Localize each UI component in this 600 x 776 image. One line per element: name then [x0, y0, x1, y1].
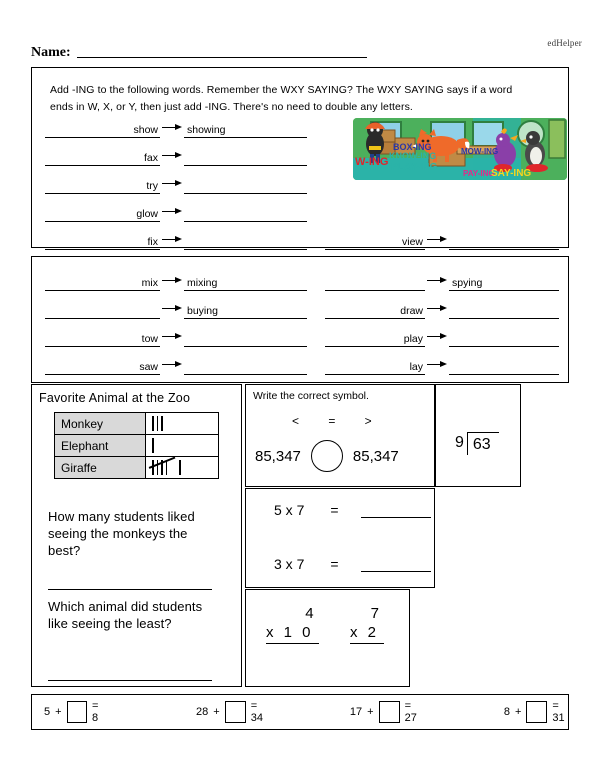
arrow-icon [160, 207, 184, 222]
multiplication-row [274, 502, 431, 518]
word-prompt[interactable]: tow [45, 332, 160, 347]
word-prompt[interactable]: try [45, 179, 160, 194]
word-prompt[interactable]: play [325, 332, 425, 347]
missing-addend-problem [44, 700, 104, 724]
zoo-tally-table [54, 412, 219, 479]
missing-addend-input[interactable] [379, 701, 400, 723]
zoo-question-2: Which animal did students like seeing the least? [48, 599, 203, 631]
section1-box [31, 67, 569, 248]
zoo-table-title: Favorite Animal at the Zoo [39, 391, 191, 405]
word-prompt[interactable]: fix [45, 235, 160, 250]
symbol-right-number: 85,347 [352, 447, 399, 465]
arrow-icon [160, 304, 184, 319]
vmult-operator: x [266, 624, 277, 641]
sum-value: = 8 [92, 700, 99, 724]
zoo-animal-name: Elephant [55, 435, 146, 457]
arrow-icon [160, 179, 184, 194]
word-prompt[interactable]: glow [45, 207, 160, 222]
vmult-bottom-number: 2 [367, 624, 380, 641]
word-prompt[interactable]: saw [45, 360, 160, 375]
name-label: Name: [31, 45, 71, 60]
sum-value: = 27 [404, 700, 417, 724]
arrow-icon [160, 235, 184, 250]
word-answer-line[interactable] [184, 207, 307, 222]
zoo-tally-cell [146, 435, 219, 457]
svg-text:MOW-ING: MOW-ING [461, 147, 499, 156]
equals-sign: = [330, 502, 339, 518]
svg-text:KNOW-ING: KNOW-ING [389, 151, 437, 161]
word-prompt[interactable] [45, 304, 160, 319]
vmult-bottom-row [266, 623, 319, 644]
word-row [325, 299, 559, 319]
zoo-animal-name: Monkey [55, 413, 146, 435]
table-row [55, 435, 219, 457]
illustration-svg [353, 118, 567, 180]
word-answer-line[interactable] [449, 304, 559, 319]
vmult-bottom-number: 1 0 [283, 624, 314, 641]
plus-sign: + [55, 706, 62, 718]
word-answer-line[interactable]: buying [184, 304, 307, 319]
missing-addend-problem [350, 700, 422, 724]
word-prompt[interactable]: view [325, 235, 425, 250]
word-answer-line[interactable] [184, 235, 307, 250]
tally-marks [152, 438, 157, 454]
symbol-comparison [255, 440, 399, 472]
word-answer-line[interactable] [184, 151, 307, 166]
word-answer-line[interactable] [449, 332, 559, 347]
vmult-top-number: 4 [305, 605, 314, 622]
word-row [45, 118, 307, 138]
addend-value: 17 [349, 706, 363, 718]
symbol-left-number: 85,347 [255, 447, 301, 465]
word-prompt[interactable]: draw [325, 304, 425, 319]
symbol-options: < = > [292, 414, 385, 428]
divisor: 9 [455, 434, 464, 451]
arrow-icon [160, 332, 184, 347]
word-prompt[interactable]: show [45, 123, 160, 138]
table-row [55, 457, 219, 479]
plus-sign: + [514, 706, 522, 718]
arrow-icon [160, 151, 184, 166]
word-answer-line[interactable] [184, 332, 307, 347]
multiplication-expression: 3 x 7 [274, 556, 305, 572]
arrow-icon [425, 276, 449, 291]
symbol-instruction: Write the correct symbol. [253, 390, 369, 402]
symbol-answer-circle[interactable] [311, 440, 343, 472]
zoo-answer-line-2[interactable] [48, 679, 212, 681]
word-prompt[interactable]: fax [45, 151, 160, 166]
word-row [325, 355, 559, 375]
word-row [45, 146, 307, 166]
svg-text:PAY-ING: PAY-ING [463, 169, 495, 178]
word-row [325, 230, 559, 250]
vertical-multiplication-problem[interactable] [266, 604, 319, 644]
word-row [45, 174, 307, 194]
svg-text:SAY-ING: SAY-ING [491, 168, 532, 179]
vertical-multiplication-problem[interactable] [350, 604, 384, 644]
zoo-question-1: How many students liked seeing the monkeys the best? [48, 509, 195, 558]
word-answer-line[interactable] [449, 235, 559, 250]
zoo-animal-name: Giraffe [55, 457, 146, 479]
plus-sign: + [367, 706, 374, 718]
missing-addend-input[interactable] [67, 701, 87, 723]
multiplication-answer-line[interactable] [361, 503, 431, 518]
name-row [31, 46, 367, 60]
multiplication-answer-line[interactable] [361, 557, 431, 572]
missing-addend-strip [31, 694, 569, 730]
missing-addend-problem [196, 700, 268, 724]
addend-value: 5 [44, 706, 51, 718]
svg-text:BOX-ING: BOX-ING [393, 142, 432, 152]
missing-addend-problem [504, 700, 570, 724]
directions-text [50, 82, 550, 116]
word-row [45, 327, 307, 347]
word-prompt[interactable]: mix [45, 276, 160, 291]
word-row [45, 271, 307, 291]
word-prompt[interactable]: lay [325, 360, 425, 375]
addend-value: 28 [196, 706, 209, 718]
long-division-problem[interactable] [455, 432, 499, 455]
arrow-icon [160, 276, 184, 291]
table-row [55, 413, 219, 435]
zoo-tally-cell [146, 457, 219, 479]
word-answer-line[interactable]: spying [449, 276, 559, 291]
word-answer-line[interactable]: showing [184, 123, 307, 138]
edhelper-logo: edHelper [547, 38, 582, 48]
missing-addend-input[interactable] [225, 701, 246, 723]
vmult-operator: x [350, 624, 361, 641]
equals-sign: = [330, 556, 339, 572]
name-input-line[interactable] [77, 56, 367, 58]
dividend: 63 [467, 432, 499, 455]
directions-line-2: ends in W, X, or Y, then just add -ING. There's no need to double any letters. [50, 101, 413, 113]
svg-text:PLAY-ING: PLAY-ING [391, 162, 438, 173]
word-row [325, 327, 559, 347]
arrow-icon [425, 235, 449, 250]
directions-line-1: Add -ING to the following words. Remember the WXY SAYING? The WXY SAYING says if a word [50, 84, 513, 96]
word-answer-line[interactable] [184, 360, 307, 375]
arrow-icon [160, 123, 184, 138]
vmult-bottom-row [350, 623, 384, 644]
word-row [45, 355, 307, 375]
tally-marks [152, 460, 184, 476]
arrow-icon [425, 360, 449, 375]
addend-value: 8 [503, 706, 510, 718]
word-answer-line[interactable] [184, 179, 307, 194]
zoo-answer-line-1[interactable] [48, 588, 212, 590]
arrow-icon [425, 332, 449, 347]
missing-addend-input[interactable] [526, 701, 547, 723]
zoo-tally-cell [146, 413, 219, 435]
word-row [45, 299, 307, 319]
vmult-top-number: 7 [370, 605, 380, 622]
word-row [325, 271, 559, 291]
word-row [45, 202, 307, 222]
plus-sign: + [213, 706, 220, 718]
word-answer-line[interactable] [449, 360, 559, 375]
sum-value: = 34 [250, 700, 263, 724]
ing-words-illustration [353, 118, 567, 180]
arrow-icon [160, 360, 184, 375]
multiplication-row [274, 556, 431, 572]
arrow-icon [425, 304, 449, 319]
tally-marks [152, 416, 166, 432]
svg-text:W-ING: W-ING [355, 156, 389, 168]
word-row [45, 230, 307, 250]
sum-value: = 31 [552, 700, 565, 724]
word-prompt[interactable] [325, 276, 425, 291]
section2-box [31, 256, 569, 383]
word-answer-line[interactable]: mixing [184, 276, 307, 291]
multiplication-expression: 5 x 7 [274, 502, 305, 518]
